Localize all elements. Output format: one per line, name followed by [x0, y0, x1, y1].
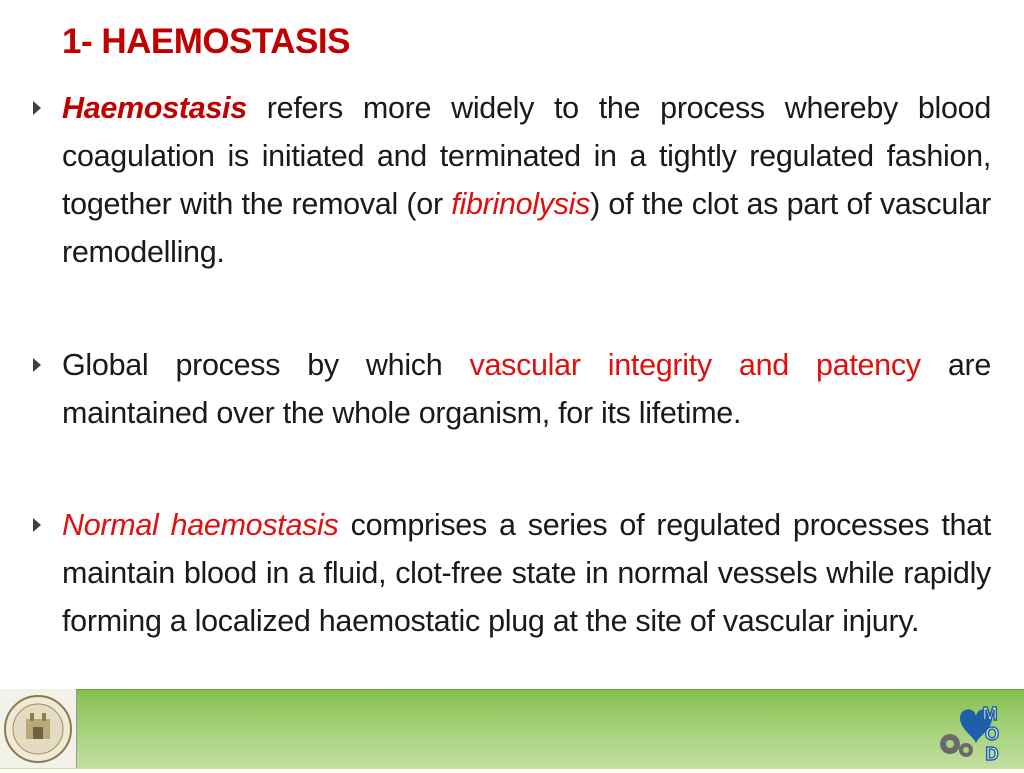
bullet-arrow-icon	[33, 101, 41, 115]
term-haemostasis: Haemostasis	[62, 91, 247, 125]
bullet-arrow-icon	[33, 518, 41, 532]
slide-title: 1- HAEMOSTASIS	[62, 22, 350, 61]
footer-bar	[0, 689, 1024, 769]
mod-letter-o: O	[984, 724, 1000, 744]
mod-gears-icon	[930, 700, 1010, 762]
bullet-2-part-2: are maintained over the whole organism, for its lifetime.	[62, 348, 992, 430]
university-seal-icon	[0, 689, 76, 768]
mod-letter-d: D	[985, 744, 999, 762]
bullet-1-text	[62, 84, 991, 276]
bullet-1-part-1: refers more widely to the process whereby blood coagulation is initiated and terminated in a tightly regulated fashion, together with the removal (or	[62, 91, 991, 221]
bullet-1-part-2: ) of the clot as part of vascular remodelling.	[62, 187, 991, 269]
bullet-2-text	[62, 341, 991, 437]
term-fibrinolysis: fibrinolysis	[451, 187, 591, 221]
bullet-arrow-icon	[33, 358, 41, 372]
bullet-3-part-1: comprises a series of regulated processes that maintain blood in a fluid, clot-free state in normal vessels while rapidly forming a localized haemostatic plug at the site of vascular injury.	[62, 508, 991, 638]
term-normal-haemostasis: Normal haemostasis	[62, 508, 339, 542]
university-logo	[0, 689, 77, 768]
mod-logo	[930, 700, 1010, 762]
bullet-2-part-1: Global process by which	[62, 348, 470, 382]
bullet-3-text	[62, 501, 991, 645]
mod-letter-m: M	[982, 704, 998, 724]
highlight-vascular-integrity: vascular integrity and patency	[469, 348, 921, 382]
